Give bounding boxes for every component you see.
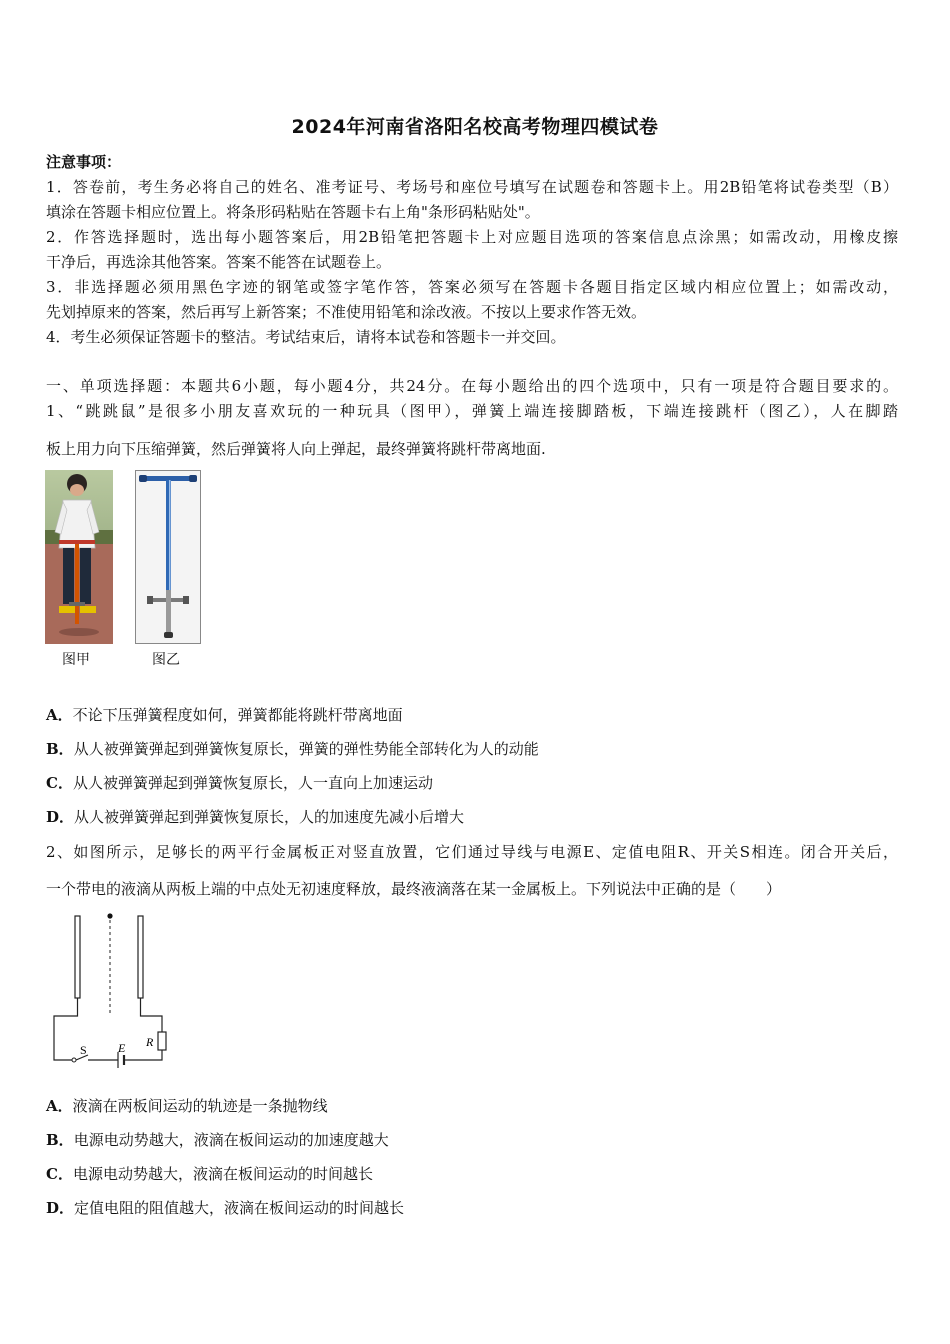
figure-jia-caption: 图甲	[62, 652, 90, 668]
option-item	[46, 773, 433, 793]
option-letter: B．	[46, 1131, 74, 1149]
circuit-diagram	[48, 908, 178, 1073]
notice-line: 1．答卷前，考生务必将自己的姓名、准考证号、考场号和座位号填写在试题卷和答题卡上。用2B铅笔将试卷类型（B）	[46, 178, 898, 196]
option-item	[46, 1096, 328, 1116]
option-item	[46, 1130, 389, 1150]
notice-line: 3．非选择题必须用黑色字迹的钢笔或签字笔作答，答案必须写在答题卡各题目指定区域内相应位置上；如需改动，	[46, 278, 898, 296]
notice-line: 2．作答选择题时，选出每小题答案后，用2B铅笔把答题卡上对应题目选项的答案信息点涂黑；如需改动，用橡皮擦	[46, 228, 898, 246]
option-text: 不论下压弹簧程度如何，弹簧都能将跳杆带离地面	[72, 706, 403, 724]
notice-line: 填涂在答题卡相应位置上。将条形码粘贴在答题卡右上角"条形码粘贴处"。	[46, 203, 540, 221]
option-text: 液滴在两板间运动的轨迹是一条抛物线	[72, 1097, 328, 1115]
option-text: 电源电动势越大，液滴在板间运动的时间越长	[72, 1165, 373, 1183]
option-letter: D．	[46, 1199, 75, 1217]
label-s: S	[80, 1043, 87, 1057]
label-e: E	[118, 1041, 126, 1055]
option-text: 从人被弹簧弹起到弹簧恢复原长，弹簧的弹性势能全部转化为人的动能	[73, 740, 539, 758]
figure-yi-caption: 图乙	[152, 652, 180, 668]
option-item	[46, 739, 539, 759]
option-letter: A．	[46, 706, 73, 724]
option-item	[46, 1164, 373, 1184]
option-letter: A．	[46, 1097, 73, 1115]
option-text: 从人被弹簧弹起到弹簧恢复原长，人的加速度先减小后增大	[74, 808, 465, 826]
option-letter: C．	[46, 1165, 73, 1183]
page-title: 2024年河南省洛阳名校高考物理四模试卷	[291, 116, 659, 138]
option-text: 定值电阻的阻值越大，液滴在板间运动的时间越长	[74, 1199, 405, 1217]
notice-line: 先划掉原来的答案，然后再写上新答案；不准使用铅笔和涂改液。不按以上要求作答无效。	[46, 303, 647, 321]
option-letter: C．	[46, 774, 73, 792]
label-r: R	[146, 1035, 154, 1049]
option-text: 电源电动势越大，液滴在板间运动的加速度越大	[73, 1131, 389, 1149]
option-item	[46, 807, 464, 827]
section-heading: 一、单项选择题：本题共6小题，每小题4分，共24分。在每小题给出的四个选项中，只有一项是符合题目要求的。	[46, 377, 898, 395]
option-item	[46, 1198, 404, 1218]
notice-line: 干净后，再选涂其他答案。答案不能答在试题卷上。	[46, 253, 392, 271]
figure-yi-pogo-stick	[135, 470, 201, 644]
option-letter: D．	[46, 808, 75, 826]
notice-heading: 注意事项：	[46, 153, 122, 171]
option-letter: B．	[46, 740, 74, 758]
question-1-text: 1、“跳跳鼠”是很多小朋友喜欢玩的一种玩具（图甲），弹簧上端连接脚踏板，下端连接跳杆（图乙），人在脚踏	[46, 402, 898, 420]
option-text: 从人被弹簧弹起到弹簧恢复原长，人一直向上加速运动	[72, 774, 433, 792]
notice-line: 4．考生必须保证答题卡的整洁。考试结束后，请将本试卷和答题卡一并交回。	[46, 328, 566, 346]
option-item	[46, 705, 403, 725]
droplet	[107, 913, 112, 918]
question-2-text: 2、如图所示，足够长的两平行金属板正对竖直放置，它们通过导线与电源E、定值电阻R、开关S相连。闭合开关后，	[46, 843, 898, 861]
question-2-text: 一个带电的液滴从两板上端的中点处无初速度释放，最终液滴落在某一金属板上。下列说法中正确的是（ ）	[46, 880, 782, 898]
figure-jia-photo	[45, 470, 113, 644]
question-1-text: 板上用力向下压缩弹簧，然后弹簧将人向上弹起，最终弹簧将跳杆带离地面.	[46, 440, 546, 458]
